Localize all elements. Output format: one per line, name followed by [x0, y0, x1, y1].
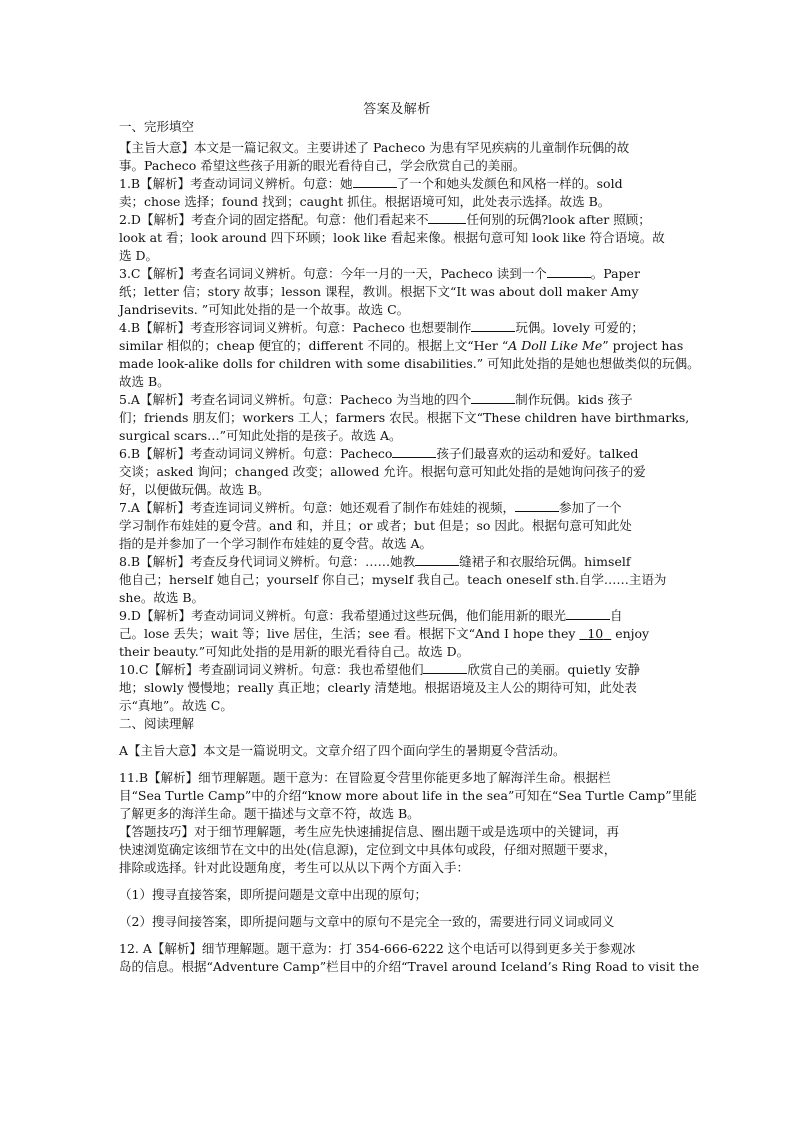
- text-line: 快速浏览确定该细节在文中的出处(信息源)，定位到文中具体句或段，仔细对照题干要求，: [119, 842, 617, 857]
- answer-item-10: [119, 661, 679, 715]
- answer-blank: [547, 265, 591, 278]
- spacer: [119, 904, 679, 913]
- text-line: 5.A【解析】考查名词词义辨析。句意：Pacheco 为当地的四个 制作玩偶。kids 孩子: [119, 392, 633, 407]
- answer-blank: [392, 445, 436, 458]
- spacer: [119, 877, 679, 886]
- text-line: surgical scars…”可知此处指的是孩子。故选 A。: [119, 428, 402, 443]
- text-line: Jandrisevits. ”可知此处指的是一个故事。故选 C。: [119, 302, 410, 317]
- answer-item-3: [119, 265, 679, 319]
- answer-item-2: [119, 211, 679, 265]
- answer-blank: [423, 661, 467, 674]
- main-idea-reading: A【主旨大意】本文是一篇说明文。文章介绍了四个面向学生的暑期夏令营活动。: [119, 743, 566, 758]
- answer-item-12: [119, 940, 700, 976]
- text-line: 6.B【解析】考查动词词义辨析。句意：Pacheco 孩子们最喜欢的运动和爱好。talked: [119, 446, 639, 461]
- text-line: 卖；chose 选择；found 找到；caught 抓住。根据语境可知，此处表示选择。故选 B。: [119, 194, 611, 209]
- answer-blank: [471, 391, 515, 404]
- tip-item-2: （2）搜寻间接答案，即所提问题与文章中的原句不是完全一致的，需要进行同义词或同义: [119, 914, 615, 929]
- document-body: [119, 118, 700, 976]
- text-line: 事。Pacheco 希望这些孩子用新的眼光看待自己，学会欣赏自己的美丽。: [119, 158, 526, 173]
- answer-blank: [415, 553, 459, 566]
- text-line: 11.B【解析】细节理解题。题干意为：在冒险夏令营里你能更多地了解海洋生命。根据栏: [119, 770, 611, 785]
- text-line: 岛的信息。根据“Adventure Camp”栏目中的介绍“Travel around Iceland’s Ring Road to visit the: [119, 959, 700, 974]
- underlined-blank-number: 10: [587, 626, 604, 641]
- text-line: 交谈；asked 询问；changed 改变；allowed 允许。根据句意可知此处指的是她询问孩子的爱: [119, 464, 646, 479]
- text-line: 目“Sea Turtle Camp”中的介绍“know more about life in the sea”可知在“Sea Turtle Camp”里能: [119, 788, 697, 803]
- answer-blank: [515, 499, 559, 512]
- section-heading-reading: 二、阅读理解: [119, 716, 195, 731]
- answer-item-5: [119, 391, 690, 445]
- answer-item-6: [119, 445, 679, 499]
- text-line: 好，以便做玩偶。故选 B。: [119, 482, 270, 497]
- text-line: 纸；letter 信；story 故事；lesson 课程，教训。根据下文“It was about doll maker Amy: [119, 284, 639, 299]
- answer-item-11: [119, 769, 697, 823]
- answer-blank: [353, 175, 397, 188]
- answer-item-8: [119, 553, 679, 607]
- text-line: 12. A【解析】细节理解题。题干意为：打 354-666-6222 这个电话可以得到更多关于参观冰: [119, 941, 636, 956]
- text-line: 3.C【解析】考查名词词义辨析。句意：今年一月的一天，Pacheco 读到一个 。Paper: [119, 266, 640, 281]
- answer-item-9: [119, 607, 679, 661]
- text-line: their beauty.”可知此处指的是用新的眼光看待自己。故选 D。: [119, 644, 470, 659]
- text-line: similar 相似的；cheap 便宜的；different 不同的。根据上文“Her “A Doll Like Me” project has: [119, 338, 684, 353]
- main-idea-paragraph: [119, 139, 679, 175]
- text-line: 他自己；herself 她自己；yourself 你自己；myself 我自己。teach oneself sth.自学……主语为: [119, 572, 667, 587]
- answer-item-7: [119, 499, 679, 553]
- answer-item-4: [119, 319, 700, 391]
- tip-item-1: （1）搜寻直接答案，即所提问题是文章中出现的原句；: [119, 887, 427, 902]
- text-line: made look-alike dolls for children with some disabilities.” 可知此处指的是她也想做类似的玩偶。: [119, 356, 700, 371]
- spacer: [119, 760, 679, 769]
- answer-blank: [428, 211, 466, 224]
- italic-title: A Doll Like Me: [508, 338, 603, 353]
- text-line: 了解更多的海洋生命。题干描述与文章不符，故选 B。: [119, 806, 420, 821]
- text-line: she。故选 B。: [119, 590, 205, 605]
- text-line: 排除或选择。针对此设题角度，考生可以从以下两个方面入手：: [119, 860, 470, 875]
- text-line: 8.B【解析】考查反身代词词义辨析。句意：……她教 缝裙子和衣服给玩偶。himself: [119, 554, 631, 569]
- text-line: 2.D【解析】考查介词的固定搭配。句意：他们看起来不 任何别的玩偶?look after 照顾；: [119, 212, 651, 227]
- answer-blank: [471, 319, 515, 332]
- text-line: look at 看；look around 四下环顾；look like 看起来像。根据句意可知 look like 符合语境。故: [119, 230, 665, 245]
- text-line: 选 D。: [119, 248, 158, 263]
- text-line: 故选 B。: [119, 374, 170, 389]
- page-title: 答案及解析: [363, 102, 431, 117]
- answer-item-1: [119, 175, 679, 211]
- text-line: 【答题技巧】对于细节理解题，考生应先快速捕捉信息、圈出题干或是选项中的关键词，再: [119, 824, 620, 839]
- text-line: 们；friends 朋友们；workers 工人；farmers 农民。根据下文“These children have birthmarks,: [119, 410, 690, 425]
- text-line: 【主旨大意】本文是一篇记叙文。主要讲述了 Pacheco 为患有罕见疾病的儿童制作玩偶的故: [119, 140, 630, 155]
- text-line: 学习制作布娃娃的夏令营。and 和，并且；or 或者；but 但是；so 因此。根据句意可知此处: [119, 518, 632, 533]
- spacer: [119, 733, 679, 742]
- text-line: 4.B【解析】考查形容词词义辨析。句意：Pacheco 也想要制作 玩偶。lovely 可爱的；: [119, 320, 644, 335]
- section-heading-cloze: 一、完形填空: [119, 119, 195, 134]
- answer-blank: [566, 607, 610, 620]
- text-line: 地；slowly 慢慢地；really 真正地；clearly 清楚地。根据语境及主人公的期待可知，此处表: [119, 680, 637, 695]
- text-line: 9.D【解析】考查动词词义辨析。句意：我希望通过这些玩偶，他们能用新的眼光 自: [119, 608, 623, 623]
- spacer: [119, 931, 679, 940]
- text-line: 己。lose 丢失；wait 等；live 居住，生活；see 看。根据下文“And I hope they 10 enjoy: [119, 626, 650, 641]
- text-line: 示“真地”。故选 C。: [119, 698, 233, 713]
- text-line: 10.C【解析】考查副词词义辨析。句意：我也希望他们 欣赏自己的美丽。quietly 安静: [119, 662, 640, 677]
- tips-paragraph: [119, 823, 679, 877]
- text-line: 7.A【解析】考查连词词义辨析。句意：她还观看了制作布娃娃的视频， 参加了一个: [119, 500, 622, 515]
- text-line: 1.B【解析】考查动词词义辨析。句意：她 了一个和她头发颜色和风格一样的。sold: [119, 176, 623, 191]
- text-line: 指的是并参加了一个学习制作布娃娃的夏令营。故选 A。: [119, 536, 433, 551]
